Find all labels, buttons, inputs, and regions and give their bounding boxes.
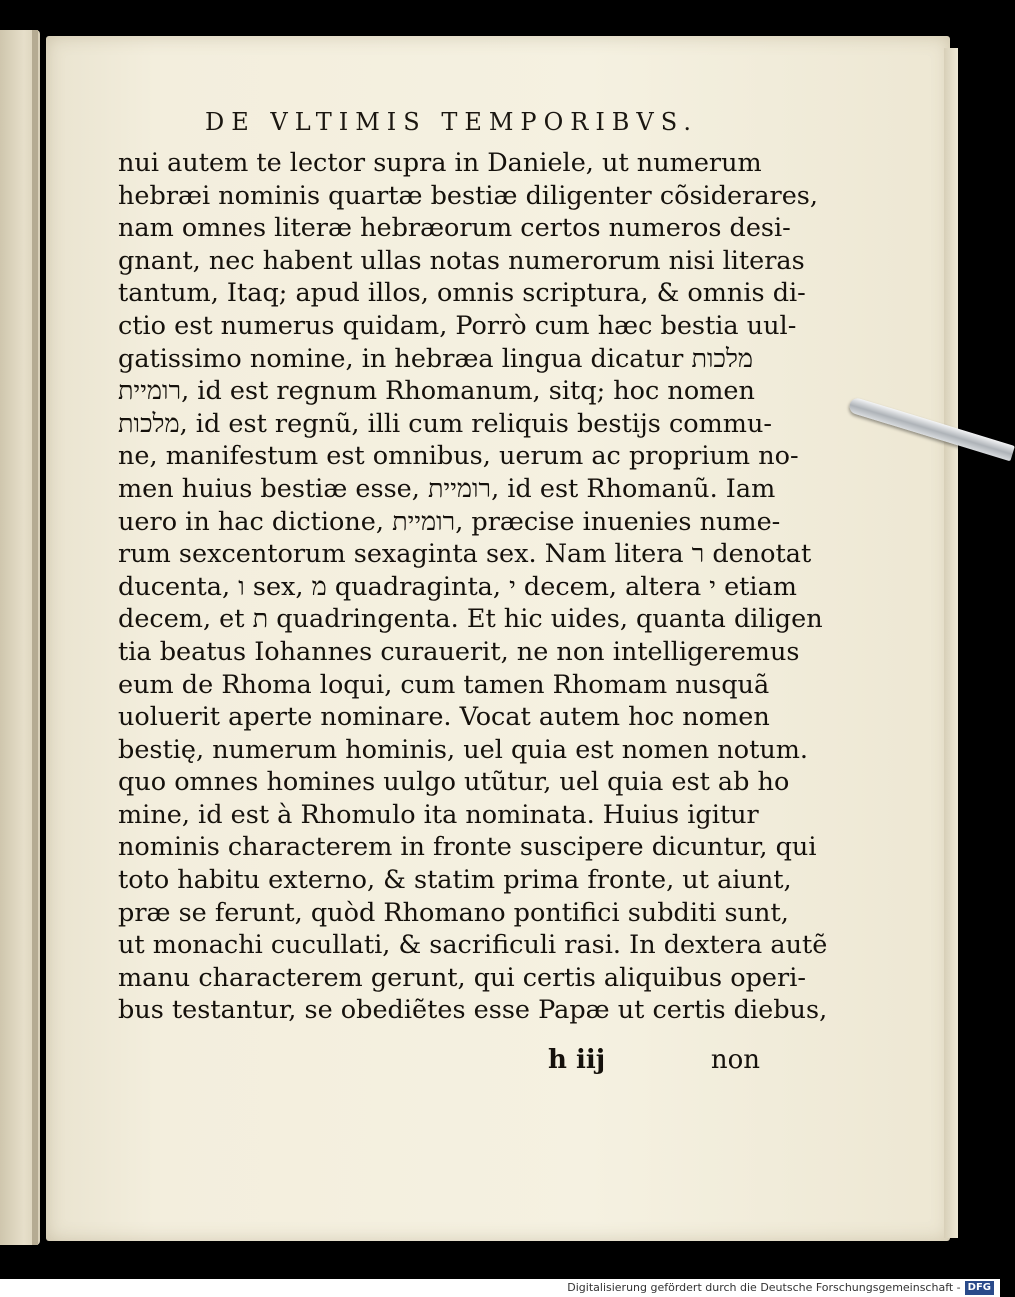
text-line: decem, et ת quadringenta. Et hic uides, quanta diligen [118, 604, 823, 635]
text-line: רומיית, id est regnum Rhomanum, sitq; hoc nomen [118, 376, 755, 407]
text-line: hebræi nominis quartæ bestiæ diligenter cõsiderares, [118, 180, 818, 211]
text-line: rum sexcentorum sexaginta sex. Nam litera ר denotat [118, 539, 812, 570]
text-line: quo omnes homines uulgo utũtur, uel quia est ab ho [118, 767, 790, 798]
text-line: uero in hac dictione, רומיית, præcise inuenies nume- [118, 506, 781, 537]
catchword: non [710, 1045, 760, 1075]
text-line: ut monachi cucullati, & sacrificuli rasi. In dextera autẽ [118, 930, 828, 961]
text-line: men huius bestiæ esse, רומיית, id est Rhomanũ. Iam [118, 473, 776, 504]
text-line: eum de Rhoma loqui, cum tamen Rhomam nusquã [118, 669, 770, 700]
text-line: nui autem te lector supra in Daniele, ut numerum [118, 148, 762, 178]
text-line: מלכות, id est regnũ, illi cum reliquis bestijs commu- [118, 408, 773, 439]
text-line: mine, id est à Rhomulo ita nominata. Huius igitur [118, 799, 759, 830]
text-line: toto habitu externo, & statim prima fronte, ut aiunt, [118, 865, 792, 896]
text-line: bus testantur, se obediẽtes esse Papæ ut certis diebus, [118, 995, 828, 1026]
text-line: ne, manifestum est omnibus, uerum ac proprium no- [118, 441, 799, 472]
text-line: gnant, nec habent ullas notas numerorum nisi literas [118, 245, 805, 276]
dfg-logo: DFG [965, 1281, 994, 1295]
text-line: uoluerit aperte nominare. Vocat autem hoc nomen [118, 702, 770, 733]
digitization-footer [0, 1279, 1000, 1297]
text-line: manu characterem gerunt, qui certis aliquibus operi- [118, 962, 806, 993]
text-line: præ se ferunt, quòd Rhomano pontifici subditi sunt, [118, 897, 789, 928]
footer-text: Digitalisierung gefördert durch die Deutsche Forschungsgemeinschaft - [567, 1281, 961, 1294]
page-stack-edge [944, 48, 958, 1238]
text-line: nominis characterem in fronte suscipere dicuntur, qui [118, 832, 817, 863]
binding-gutter [32, 30, 38, 1245]
text-line: bestię, numerum hominis, uel quia est nomen notum. [118, 734, 809, 765]
signature-mark: h iij [548, 1045, 606, 1075]
text-line: tia beatus Iohannes curauerit, ne non intelligeremus [118, 636, 800, 667]
text-line: nam omnes literæ hebræorum certos numeros desi- [118, 213, 791, 244]
text-line: ducenta, ו sex, מ quadraginta, י decem, altera י etiam [118, 571, 797, 602]
text-line: ctio est numerus quidam, Porrò cum hæc bestia uul- [118, 310, 797, 341]
body-text [118, 147, 828, 1027]
running-head: DE VLTIMIS TEMPORIBVS. [205, 108, 698, 136]
text-line: gatissimo nomine, in hebræa lingua dicatur מלכות [118, 343, 754, 374]
text-line: tantum, Itaq; apud illos, omnis scriptura, & omnis di- [118, 278, 806, 309]
